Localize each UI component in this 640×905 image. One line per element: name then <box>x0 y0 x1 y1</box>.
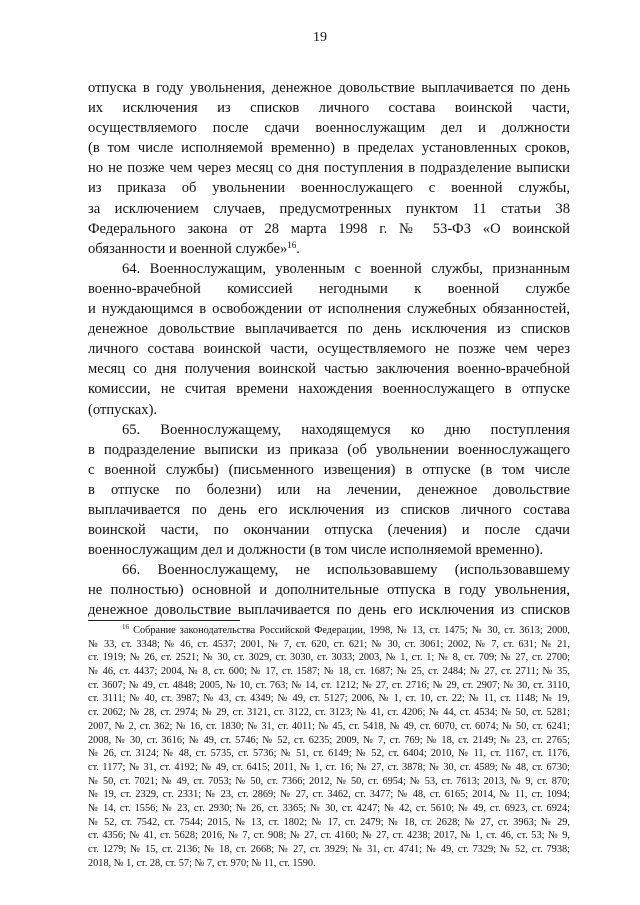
text-line-content: осуществляемого после сдачи военнослужащим дел и должности <box>88 120 570 137</box>
text-line-content: отпуска в году увольнения, денежное довольствие выплачивается по день <box>88 80 570 96</box>
footnote-line-content: Собрание законодательства Российской Федерации, 1998, № 13, ст. 1475; № 30, ст. 3613; 2000, <box>133 625 570 636</box>
text-line <box>88 118 570 138</box>
footnote-line <box>88 788 570 802</box>
text-line <box>88 359 570 379</box>
text-line-content: не полностью) основной и дополнительные отпуска в году увольнения, <box>88 582 570 599</box>
text-line <box>88 319 570 339</box>
footnote-line <box>88 857 570 871</box>
text-line <box>88 138 570 158</box>
footnote-separator <box>88 620 240 621</box>
text-line-content: военнослужащим дел и должности (в том числе исполняемой временно). <box>88 542 544 559</box>
text-line <box>88 279 570 299</box>
footnote-line-content: 2008, № 30, ст. 3616; № 49, ст. 5746; № 52, ст. 6235; 2009, № 7, ст. 769; № 18, ст. 2149; № 23, ст. 2765; <box>88 734 570 746</box>
text-line-content: 66. Военнослужащему, не использовавшему (использовавшему <box>122 562 570 579</box>
text-line <box>88 540 570 560</box>
footnote-mark: 16 <box>122 624 129 631</box>
footnote-line-content: ст. 4356; № 41, ст. 5628; 2016, № 7, ст. 908; № 27, ст. 4160; № 27, ст. 4238; 2017, № 1, ст. 46, ст. 53; № 9, <box>88 830 570 842</box>
text-line-content: в подразделение выписки из приказа (об увольнении военнослужащего <box>88 441 570 458</box>
text-line-content: воинской части, по окончании отпуска (лечения) и после сдачи <box>88 522 570 539</box>
footnote-line-content: № 26, ст. 3124; № 48, ст. 5735, ст. 5736; № 51, ст. 6149; № 52, ст. 6404; 2010, № 11, ст. 1167, ст. 1176, <box>88 748 570 760</box>
text-line <box>88 178 570 198</box>
text-line-content: и нуждающимся в освобождении от исполнения служебных обязанностей, <box>88 301 570 318</box>
text-line <box>88 420 570 440</box>
footnote-line <box>88 638 570 652</box>
text-line <box>88 199 570 219</box>
footnote-reference: 16 <box>287 239 297 250</box>
text-line <box>88 600 570 620</box>
text-line-content: денежное довольствие выплачивается по день его исключения из списков <box>88 602 570 619</box>
footnote-line-content: № 50, ст. 7021; № 49, ст. 7053; № 50, ст. 7366; 2012, № 50, ст. 6954; № 53, ст. 7613; 2013, № 9, ст. 870; <box>88 775 570 787</box>
text-line-content: месяц со дня получения воинской частью заключения военно-врачебной <box>88 361 570 378</box>
footnote-line <box>88 720 570 734</box>
footnote-line <box>88 802 570 816</box>
text-line <box>88 460 570 480</box>
text-line <box>88 78 570 98</box>
footnote-line <box>88 775 570 789</box>
footnote-line-content: № 14, ст. 1556; № 23, ст. 2930; № 26, ст. 3365; № 30, ст. 4247; № 42, ст. 5610; № 49, ст. 6923, ст. 6924; <box>88 802 570 814</box>
text-line-content: выплачивается по день его исключения из списков личного состава <box>88 501 570 518</box>
footnote-section <box>88 624 570 870</box>
footnote-line <box>88 706 570 720</box>
text-line <box>88 580 570 600</box>
text-line-content: комиссии, не считая времени нахождения военнослужащего в отпуске <box>88 381 570 398</box>
footnote-line <box>88 679 570 693</box>
text-line <box>88 480 570 500</box>
footnote-line <box>88 624 570 638</box>
text-line <box>88 560 570 580</box>
footnote-line-content: ст. 1177; № 31, ст. 4192; № 49, ст. 6415; 2011, № 1, ст. 16; № 27, ст. 3878; № 30, ст. 4589; № 48, ст. 6730; <box>88 761 570 773</box>
text-line <box>88 440 570 460</box>
footnote-line <box>88 747 570 761</box>
footnote-line-content: ст. 1279; № 15, ст. 2136; № 18, ст. 2668; № 27, ст. 3929; № 31, ст. 4741; № 49, ст. 7329; № 52, ст. 7938; <box>88 844 570 855</box>
text-line <box>88 379 570 399</box>
text-line-content: (в том числе исполняемой временно) в пределах установленных сроков, <box>88 140 570 157</box>
footnote-line-content: ст. 3607; № 49, ст. 4848; 2005, № 10, ст. 763; № 14, ст. 1212; № 27, ст. 2716; № 29, ст. 2907; № 30, ст. 3110, <box>88 679 570 691</box>
text-line-content: с военной службы) (письменного извещения) в отпуске (в том числе <box>88 461 570 478</box>
footnote-line-content: ст. 3111; № 40, ст. 3987; № 43, ст. 4349; № 49, ст. 5127; 2006, № 1, ст. 10, ст. 22; № 11, ст. 1148; № 19, <box>88 693 570 705</box>
text-line-content: 65. Военнослужащему, находящемуся ко дню поступления <box>122 421 570 438</box>
text-line-content: из приказа об увольнении военнослужащего с военной службы, <box>88 180 570 197</box>
text-line-content: военно-врачебной комиссией негодными к военной службе <box>88 280 570 297</box>
document-body <box>88 78 570 621</box>
footnote-line <box>88 843 570 857</box>
text-line <box>88 259 570 279</box>
text-line-content: их исключения из списков личного состава воинской части, <box>88 100 570 117</box>
text-line-content: в отпуске по болезни) или на лечении, денежное довольствие <box>88 481 570 498</box>
text-line <box>88 520 570 540</box>
text-line-tail: . <box>296 240 300 257</box>
text-line-content: 64. Военнослужащим, уволенным с военной службы, признанным <box>122 260 570 277</box>
footnote-line-content: № 46, ст. 4437; 2004, № 8, ст. 600; № 17, ст. 1587; № 18, ст. 1687; № 25, ст. 2484; № 27, ст. 2711; № 35, <box>88 666 570 678</box>
text-line-content: (отпусках). <box>88 401 158 418</box>
footnote-line <box>88 761 570 775</box>
footnote-line <box>88 651 570 665</box>
footnote-line-content: ст. 1919; № 26, ст. 2521; № 30, ст. 3029, ст. 3030, ст. 3033; 2003, № 1, ст. 1; № 8, ст. 709; № 27, ст. 2700; <box>88 652 570 664</box>
footnote-line-content: № 19, ст. 2329, ст. 2331; № 23, ст. 2869; № 27, ст. 3462, ст. 3477; № 48, ст. 6165; 2014, № 11, ст. 1094; <box>88 789 570 801</box>
text-line <box>88 299 570 319</box>
footnote-line-content: 2007, № 2, ст. 362; № 16, ст. 1830; № 31, ст. 4011; № 45, ст. 5418, № 49, ст. 6070, ст. 6074; № 50, ст. 6241; <box>88 720 570 732</box>
text-line-content: личного состава воинской части, осуществляемого не позже чем через <box>88 341 570 358</box>
text-line-content: за исключением случаев, предусмотренных пунктом 11 статьи 38 <box>88 200 570 217</box>
footnote-line-content: № 33, ст. 3348; № 46, ст. 4537; 2001, № 7, ст. 620, ст. 621; № 30, ст. 3061; 2002, № 7, ст. 631; № 21, <box>88 638 570 650</box>
text-line <box>88 98 570 118</box>
text-line <box>88 500 570 520</box>
footnote-line <box>88 692 570 706</box>
footnote-line-content: № 52, ст. 7542, ст. 7544; 2015, № 13, ст. 1802; № 17, ст. 2479; № 18, ст. 2628; № 27, ст. 3963; № 29, <box>88 816 570 828</box>
footnote-line <box>88 665 570 679</box>
footnote-line <box>88 816 570 830</box>
text-line-content: Федерального закона от 28 марта 1998 г. № 53-ФЗ «О воинской <box>88 220 570 237</box>
text-line <box>88 339 570 359</box>
text-line-content: денежное довольствие выплачивается по день исключения из списков <box>88 321 570 338</box>
text-line <box>88 400 570 420</box>
footnote-line <box>88 829 570 843</box>
text-line-content: обязанности и военной службе» <box>88 240 288 257</box>
text-line-content: но не позже чем через месяц со дня поступления в подразделение выписки <box>88 160 570 177</box>
page-number: 19 <box>313 30 327 45</box>
footnote-line <box>88 734 570 748</box>
text-line <box>88 158 570 178</box>
text-line <box>88 239 570 259</box>
footnote-line-content: 2018, № 1, ст. 28, ст. 57; № 7, ст. 970; № 11, ст. 1590. <box>88 857 316 869</box>
footnote-line-content: ст. 2062; № 28, ст. 2974; № 29, ст. 3121, ст. 3122, ст. 3123; № 41, ст. 4206; № 44, ст. 4534; № 50, ст. 5281; <box>88 707 570 719</box>
text-line <box>88 219 570 239</box>
